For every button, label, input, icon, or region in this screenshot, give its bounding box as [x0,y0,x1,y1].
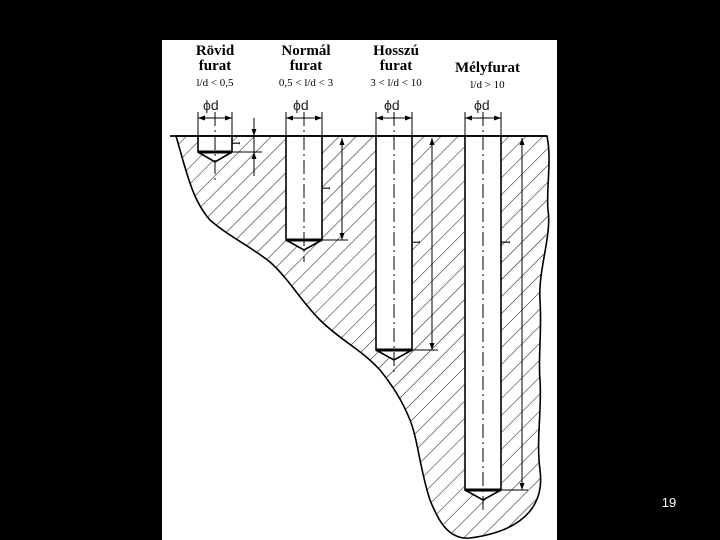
diameter-label-long: ϕd [384,97,400,113]
normal-hole-title-2: furat [289,58,323,74]
length-label-short: l [228,141,243,145]
deep-hole-condition: l/d > 10 [470,79,505,91]
length-label-normal: l [318,186,333,190]
deep-hole-title: Mélyfurat [455,60,520,76]
short-hole-title-2: furat [198,58,232,74]
normal-hole-title: Normál [281,43,331,59]
slide-number: 19 [661,495,677,510]
long-hole-title: Hosszú [373,43,419,59]
short-hole-title: Rövid [195,43,235,59]
diameter-label-deep: ϕd [474,97,490,113]
diameter-label-normal: ϕd [293,97,309,113]
length-label-deep: l [498,240,513,244]
long-hole-title-2: furat [379,58,413,74]
diameter-label-short: ϕd [203,97,219,113]
short-hole-condition: l/d < 0,5 [196,77,234,89]
normal-hole-condition: 0,5 < l/d < 3 [278,77,334,89]
long-hole-condition: 3 < l/d < 10 [370,77,422,89]
length-label-long: l [408,240,423,244]
